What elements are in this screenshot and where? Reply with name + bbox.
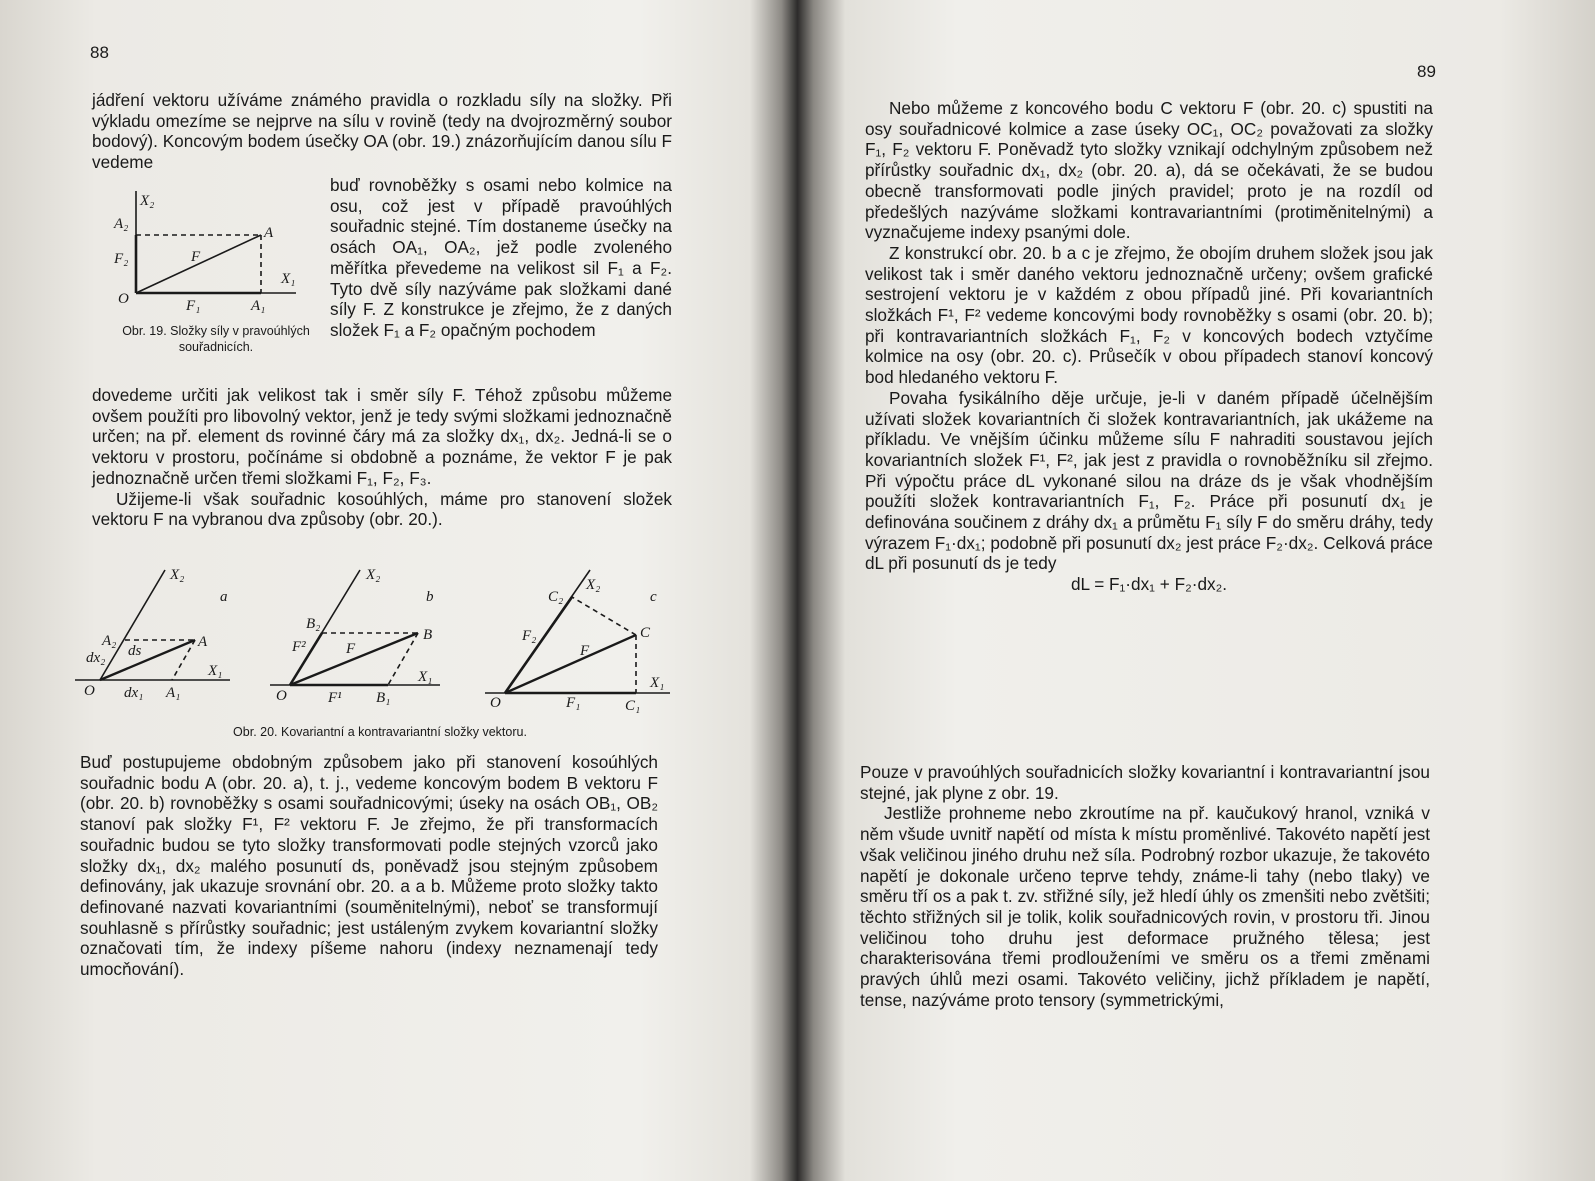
fig20a-label-x2: X₂ (170, 567, 185, 583)
fig20b-label-f: F (346, 641, 356, 657)
paragraph: Z konstrukcí obr. 20. b a c je zřejmo, že obojím druhem složek jsou jak velikost tak i směr daného vektoru jednoznačně určeny; ovšem grafické sestrojení vektoru je v každém z obou případů jiné. Při kovariantních složkách F¹, F² vedeme koncovými body rovnoběžky s osami (obr. 20. b); při kontravariantních složkách F₁, F₂ v koncových bodech vztyčíme kolmice na osy (obr. 20. c). Průsečík v obou případech stanoví koncový bod hledaného vektoru F. (865, 242, 1433, 388)
fig20c-label-f2: F₂ (522, 628, 537, 644)
fig20a-label-a1: A₁ (166, 685, 181, 701)
fig20a-label-x1: X₁ (208, 663, 223, 679)
figure-20-caption: Obr. 20. Kovariantní a kontravariantní složky vektoru. (233, 725, 527, 739)
fig20c-perpendicular-1 (572, 597, 636, 635)
fig20b-parallel-2 (388, 633, 418, 685)
fig20c-label-c: C (640, 625, 651, 641)
fig20c-tag: c (650, 589, 657, 605)
fig20a-label-a: A (198, 634, 208, 650)
right-bottom-paragraphs (860, 762, 1430, 1010)
fig20a-axis-x2 (100, 570, 165, 680)
paragraph: dovedeme určiti jak velikost tak i směr síly F. Téhož způsobu můžeme ovšem použíti pro libovolný vektor, jenž je tedy svými složkami jednoznačně určen; na př. element ds rovinné čáry má za složky dx₁, dx₂. Jedná-li se o vektoru v prostoru, počínáme si obdobně a poznáme, že vektor F je pak jednoznačně určen třemi složkami F₁, F₂, F₃. (92, 385, 672, 488)
fig20a-label-ds: ds (128, 643, 142, 659)
fig20b-label-b: B (423, 627, 433, 643)
figure-20 (70, 565, 680, 755)
fig20c-label-c2: C₂ (548, 589, 564, 605)
right-top-paragraphs (865, 98, 1433, 595)
left-side-paragraph (330, 175, 672, 341)
fig20c-label-x1: X₁ (650, 675, 665, 691)
paragraph: Povaha fysikálního děje určuje, je-li v daném případě účelnějším užívati složek kovariantních či složek kontravariantních, jak ukážeme na příkladu. Ve vnějším účinku můžeme sílu F nahraditi soustavou jejích kovariantních složek F¹, F², jak jest z pravidla o rovnoběžníku sil zřejmo. Při výpočtu práce dL vykonané silou na dráze ds je však vhodnějším použíti složek kontravariantních F₁, F₂. Práce při posunutí dx₁ je definována součinem z dráhy dx₁ a průmětu F₁ síly F do směru dráhy, tedy výrazem F₁·dx₁; podobně při posunutí dx₂ jest práce F₂·dx₂. Celková práce dL při posunutí ds je tedy (865, 387, 1433, 574)
fig20c-label-f: F (580, 643, 590, 659)
fig20b-label-f2: F² (292, 639, 306, 655)
fig20c-label-c1: C₁ (625, 698, 641, 714)
left-mid-paragraphs (92, 385, 672, 530)
fig20a-tag: a (220, 589, 228, 605)
fig20b-label-b2: B₂ (306, 616, 321, 632)
label-x1: X₁ (281, 271, 296, 287)
paragraph: jádření vektoru užíváme známého pravidla o rozkladu síly na složky. Při výkladu omezíme se nejprve na sílu v rovině (tedy na dvojrozměrný soubor bodový). Koncovým bodem úsečky OA (obr. 19.) znázorňujícím danou sílu F vedeme (92, 90, 672, 173)
paragraph: Jestliže prohneme nebo zkroutíme na př. kaučukový hranol, vzniká v něm všude uvnitř napětí od místa k místu proměnlivé. Takovéto napětí jest však veličinou jiného druhu než síla. Podrobný rozbor ukazuje, že takovéto napětí je dokonale určeno teprve tehdy, známe-li tahy (nebo tlaky) ve směru tří os a pak t. zv. střižné síly, jež hledí úhly os zmenšiti nebo zvětšiti; těchto střižných sil je tolik, kolik souřadnicových rovin, v prostoru tři. Jinou veličinou toho druhu jest deformace pružného tělesa; jest charakterisována třemi prodlouženími ve směru os a třemi změnami pravých úhlů mezi osami. Takovéto veličiny, jichž příkladem je napětí, tense, nazýváme proto tensory (symmetrickými, (860, 803, 1430, 1010)
fig20a-label-dx1: dx₁ (124, 685, 144, 701)
fig20a-label-a2: A₂ (102, 633, 117, 649)
label-o: O (118, 291, 129, 307)
paragraph: Nebo můžeme z koncového bodu C vektoru F (obr. 20. c) spustiti na osy souřadnicové kolmice a zase úseky OC₁, OC₂ považovati za složky F₁, F₂ vektoru F. Poněvadž tyto složky vznikají odchylným způsobem než přírůstky souřadnic dx₁, dx₂ (obr. 20. a), dá se očekávati, že se budou obecně transformovati podle jiných pravidel; proto je na rozdíl od předešlých nazýváme složkami kontravariantními (protiměnitelnými) a vyznačujeme indexy psanými dole. (865, 98, 1433, 243)
label-f1: F₁ (186, 298, 201, 314)
label-f2: F₂ (114, 251, 129, 267)
label-a1: A₁ (251, 298, 266, 314)
fig20b-label-o: O (276, 688, 287, 704)
left-bottom-paragraph (80, 752, 658, 980)
page-number-left: 88 (90, 43, 109, 62)
page-number-right: 89 (1417, 62, 1436, 81)
fig20b-label-f1: F¹ (328, 690, 342, 706)
fig20c-label-x2: X₂ (586, 577, 601, 593)
label-x2: X₂ (140, 193, 155, 209)
left-page (0, 0, 790, 1181)
label-a2: A₂ (114, 216, 129, 232)
formula-work: dL = F₁·dx₁ + F₂·dx₂. (1070, 574, 1228, 595)
paragraph: Buď postupujeme obdobným způsobem jako při stanovení kosoúhlých souřadnic bodu A (obr. 20. a), t. j., vedeme koncovým bodem B vektoru F (obr. 20. b) rovnoběžky s osami souřadnicovými; úseky na osách OB₁, OB₂ stanoví pak složky F¹, F² vektoru F. Je zřejmo, že při transformacích souřadnic budou se tyto složky transformovati podle stejných vzorců jako složky dx₁, dx₂ malého posunutí ds, poněvadž jsou stejným způsobem definovány, jak ukazuje srovnání obr. 20. a a b. Můžeme proto složky takto definované nazvati kovariantními (souměnitelnými), neboť se transformují souhlasně s přírůstky souřadnic; jest ustáleným zvykem kovariantní složky označovati tím, že indexy píšeme nahoru (indexy neznamenají tedy umocňování). (80, 752, 658, 980)
figure-20-diagram (70, 565, 680, 720)
label-f: F (191, 249, 201, 265)
fig20c-label-o: O (490, 695, 501, 711)
fig20b-tag: b (426, 589, 434, 605)
paragraph: buď rovnoběžky s osami nebo kolmice na osu, což jest v případě pravoúhlých souřadnic stejné. Tím dostaneme úsečky na osách OA₁, OA₂, jež podle zvoleného měřítka převedeme na velikost sil F₁ a F₂. Tyto dvě síly nazýváme pak složkami dané síly F. Z konstrukce je zřejmo, že z daných složek F₁ a F₂ opačným pochodem (330, 175, 672, 340)
figure-19 (96, 185, 326, 365)
figure-19-caption: Obr. 19. Složky síly v pravoúhlých souřadnicích. (122, 324, 310, 354)
paragraph: Užijeme-li však souřadnic kosoúhlých, máme pro stanovení složek vektoru F na vybranou dva způsoby (obr. 20.). (92, 488, 672, 530)
left-top-paragraph (92, 90, 672, 173)
fig20b-label-b1: B₁ (376, 690, 391, 706)
fig20a-label-o: O (84, 683, 95, 699)
fig20c-label-f1: F₁ (566, 695, 581, 711)
fig20a-label-dx2: dx₂ (86, 650, 106, 666)
fig20b-label-x2: X₂ (366, 567, 381, 583)
fig20b-label-x1: X₁ (418, 669, 433, 685)
paragraph: Pouze v pravoúhlých souřadnicích složky kovariantní i kontravariantní jsou stejné, jak plyne z obr. 19. (860, 762, 1430, 803)
figure-19-diagram (96, 185, 326, 320)
label-a: A (264, 225, 274, 241)
right-page (805, 0, 1595, 1181)
